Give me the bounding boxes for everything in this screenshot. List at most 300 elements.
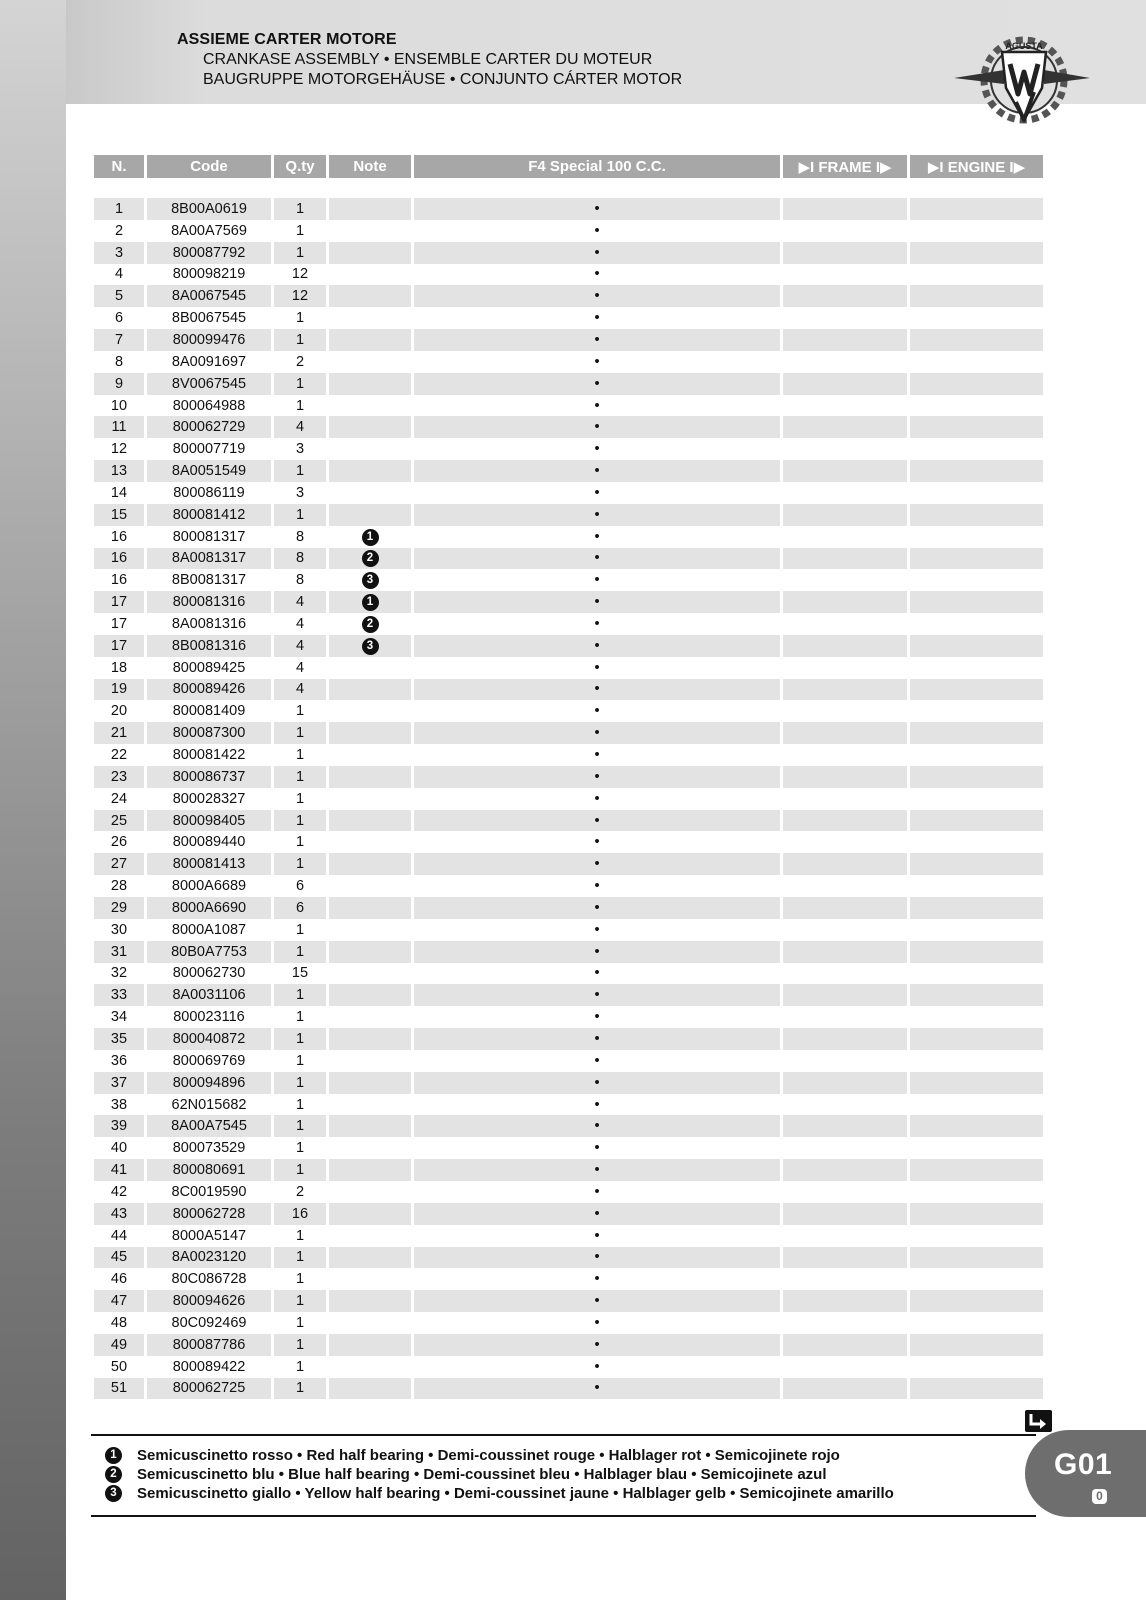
cell-n: 14	[94, 482, 144, 504]
table-row	[94, 1137, 1043, 1159]
table-row	[94, 941, 1043, 963]
cell-qty: 1	[274, 1050, 326, 1072]
cell-engine	[910, 1115, 1043, 1137]
cell-n: 20	[94, 700, 144, 722]
cell-qty: 1	[274, 1115, 326, 1137]
cell-model: •	[414, 919, 780, 941]
cell-engine	[910, 853, 1043, 875]
cell-engine	[910, 351, 1043, 373]
cell-code: 800062729	[147, 416, 271, 438]
table-row	[94, 1115, 1043, 1137]
cell-model: •	[414, 1225, 780, 1247]
cell-frame	[783, 438, 907, 460]
cell-engine	[910, 657, 1043, 679]
cell-frame	[783, 1203, 907, 1225]
cell-code: 800023116	[147, 1006, 271, 1028]
cell-qty: 15	[274, 963, 326, 985]
cell-frame	[783, 919, 907, 941]
cell-n: 42	[94, 1181, 144, 1203]
cell-model: •	[414, 853, 780, 875]
cell-model: •	[414, 788, 780, 810]
col-header-note: Note	[329, 155, 411, 178]
cell-frame	[783, 329, 907, 351]
cell-frame	[783, 1225, 907, 1247]
cell-model: •	[414, 613, 780, 635]
cell-frame	[783, 242, 907, 264]
cell-model: •	[414, 264, 780, 286]
table-row	[94, 526, 1043, 548]
cell-engine	[910, 897, 1043, 919]
cell-model: •	[414, 526, 780, 548]
cell-engine	[910, 722, 1043, 744]
note-badge: 2	[362, 550, 379, 567]
cell-model: •	[414, 285, 780, 307]
cell-code: 62N015682	[147, 1094, 271, 1116]
cell-note	[329, 569, 411, 591]
cell-frame	[783, 285, 907, 307]
cell-engine	[910, 569, 1043, 591]
cell-note	[329, 1247, 411, 1269]
cell-note	[329, 285, 411, 307]
logo-text: AGUSTA	[1005, 41, 1043, 51]
cell-note	[329, 482, 411, 504]
cell-n: 12	[94, 438, 144, 460]
cell-engine	[910, 373, 1043, 395]
cell-code: 8B0081316	[147, 635, 271, 657]
table-row	[94, 744, 1043, 766]
cell-qty: 1	[274, 395, 326, 417]
cell-n: 43	[94, 1203, 144, 1225]
cell-model: •	[414, 1247, 780, 1269]
cell-note	[329, 1006, 411, 1028]
cell-model: •	[414, 875, 780, 897]
cell-frame	[783, 1072, 907, 1094]
cell-code: 800081413	[147, 853, 271, 875]
cell-engine	[910, 1378, 1043, 1400]
cell-note	[329, 722, 411, 744]
table-row	[94, 264, 1043, 286]
cell-qty: 1	[274, 1094, 326, 1116]
left-band	[0, 0, 66, 1600]
cell-model: •	[414, 1028, 780, 1050]
cell-n: 24	[94, 788, 144, 810]
cell-engine	[910, 744, 1043, 766]
cell-n: 8	[94, 351, 144, 373]
cell-note	[329, 416, 411, 438]
table-row	[94, 1203, 1043, 1225]
cell-code: 800089422	[147, 1356, 271, 1378]
cell-frame	[783, 1181, 907, 1203]
cell-n: 18	[94, 657, 144, 679]
note-badge: 3	[362, 572, 379, 589]
table-row	[94, 351, 1043, 373]
continue-arrow-icon[interactable]	[1025, 1410, 1052, 1432]
cell-model: •	[414, 897, 780, 919]
cell-engine	[910, 329, 1043, 351]
cell-frame	[783, 635, 907, 657]
cell-frame	[783, 1268, 907, 1290]
cell-note	[329, 963, 411, 985]
cell-engine	[910, 460, 1043, 482]
cell-n: 34	[94, 1006, 144, 1028]
cell-engine	[910, 198, 1043, 220]
cell-code: 800089426	[147, 679, 271, 701]
cell-engine	[910, 700, 1043, 722]
cell-model: •	[414, 460, 780, 482]
cell-note	[329, 198, 411, 220]
cell-n: 2	[94, 220, 144, 242]
cell-n: 27	[94, 853, 144, 875]
cell-model: •	[414, 395, 780, 417]
cell-model: •	[414, 679, 780, 701]
cell-qty: 1	[274, 766, 326, 788]
cell-frame	[783, 198, 907, 220]
footnote-text: Semicuscinetto giallo • Yellow half bearing • Demi-coussinet jaune • Halblager gelb • Semicojinete amarillo	[137, 1485, 894, 1502]
cell-n: 3	[94, 242, 144, 264]
cell-frame	[783, 1028, 907, 1050]
cell-model: •	[414, 831, 780, 853]
table-row	[94, 700, 1043, 722]
table-row	[94, 1247, 1043, 1269]
cell-note	[329, 460, 411, 482]
cell-engine	[910, 591, 1043, 613]
cell-model: •	[414, 198, 780, 220]
mv-agusta-logo	[952, 28, 1092, 132]
wing-icon	[954, 70, 1004, 84]
cell-n: 39	[94, 1115, 144, 1137]
cell-frame	[783, 1290, 907, 1312]
cell-note	[329, 1094, 411, 1116]
cell-n: 33	[94, 984, 144, 1006]
cell-note	[329, 351, 411, 373]
cell-model: •	[414, 373, 780, 395]
cell-qty: 1	[274, 788, 326, 810]
table-row	[94, 722, 1043, 744]
header-gap	[94, 178, 1043, 198]
cell-n: 25	[94, 810, 144, 832]
table-row	[94, 1356, 1043, 1378]
cell-note	[329, 591, 411, 613]
table-row	[94, 635, 1043, 657]
col-header-engine: ▶I ENGINE I▶	[910, 155, 1043, 178]
cell-code: 8A00A7569	[147, 220, 271, 242]
cell-note	[329, 657, 411, 679]
cell-code: 8A0067545	[147, 285, 271, 307]
cell-qty: 1	[274, 329, 326, 351]
cell-model: •	[414, 416, 780, 438]
cell-frame	[783, 482, 907, 504]
cell-note	[329, 1334, 411, 1356]
cell-note	[329, 788, 411, 810]
cell-engine	[910, 504, 1043, 526]
cell-code: 8A0031106	[147, 984, 271, 1006]
cell-engine	[910, 679, 1043, 701]
table-row	[94, 984, 1043, 1006]
cell-qty: 1	[274, 242, 326, 264]
cell-frame	[783, 264, 907, 286]
cell-code: 800098219	[147, 264, 271, 286]
cell-qty: 6	[274, 875, 326, 897]
cell-model: •	[414, 1290, 780, 1312]
cell-engine	[910, 984, 1043, 1006]
cell-code: 8000A6689	[147, 875, 271, 897]
cell-note	[329, 897, 411, 919]
cell-qty: 1	[274, 984, 326, 1006]
cell-code: 8V0067545	[147, 373, 271, 395]
cell-n: 47	[94, 1290, 144, 1312]
table-row	[94, 460, 1043, 482]
cell-qty: 3	[274, 438, 326, 460]
cell-engine	[910, 635, 1043, 657]
cell-qty: 4	[274, 635, 326, 657]
cell-n: 31	[94, 941, 144, 963]
cell-note	[329, 526, 411, 548]
page-title: ASSIEME CARTER MOTORE	[177, 31, 397, 48]
cell-model: •	[414, 1115, 780, 1137]
cell-code: 800028327	[147, 788, 271, 810]
cell-code: 8C0019590	[147, 1181, 271, 1203]
cell-engine	[910, 810, 1043, 832]
cell-frame	[783, 526, 907, 548]
divider-bottom	[91, 1515, 1036, 1517]
cell-code: 80C092469	[147, 1312, 271, 1334]
cell-code: 8000A1087	[147, 919, 271, 941]
cell-note	[329, 613, 411, 635]
cell-note	[329, 1072, 411, 1094]
note-badge: 1	[362, 594, 379, 611]
cell-code: 800069769	[147, 1050, 271, 1072]
cell-model: •	[414, 744, 780, 766]
cell-n: 11	[94, 416, 144, 438]
table-row	[94, 569, 1043, 591]
cell-engine	[910, 1094, 1043, 1116]
cell-note	[329, 1312, 411, 1334]
cell-qty: 2	[274, 1181, 326, 1203]
cell-frame	[783, 941, 907, 963]
cell-frame	[783, 963, 907, 985]
cell-code: 8000A6690	[147, 897, 271, 919]
cell-frame	[783, 504, 907, 526]
cell-note	[329, 941, 411, 963]
cell-code: 800007719	[147, 438, 271, 460]
cell-code: 800062730	[147, 963, 271, 985]
cell-code: 800062728	[147, 1203, 271, 1225]
cell-n: 1	[94, 198, 144, 220]
arrow-turn-icon	[1025, 1410, 1052, 1432]
table-row	[94, 613, 1043, 635]
cell-note	[329, 635, 411, 657]
cell-qty: 1	[274, 373, 326, 395]
cell-frame	[783, 744, 907, 766]
table-row	[94, 591, 1043, 613]
cell-n: 16	[94, 526, 144, 548]
cell-code: 800081412	[147, 504, 271, 526]
cell-code: 800087786	[147, 1334, 271, 1356]
cell-qty: 4	[274, 591, 326, 613]
cell-n: 44	[94, 1225, 144, 1247]
cell-frame	[783, 1050, 907, 1072]
table-row	[94, 788, 1043, 810]
cell-model: •	[414, 242, 780, 264]
cell-code: 800086737	[147, 766, 271, 788]
cell-frame	[783, 788, 907, 810]
cell-engine	[910, 1137, 1043, 1159]
cell-frame	[783, 307, 907, 329]
table-row	[94, 875, 1043, 897]
cell-model: •	[414, 591, 780, 613]
cell-frame	[783, 810, 907, 832]
cell-n: 16	[94, 569, 144, 591]
cell-frame	[783, 657, 907, 679]
cell-model: •	[414, 1050, 780, 1072]
cell-engine	[910, 1203, 1043, 1225]
cell-model: •	[414, 482, 780, 504]
cell-engine	[910, 1181, 1043, 1203]
cell-model: •	[414, 504, 780, 526]
cell-engine	[910, 264, 1043, 286]
cell-note	[329, 1290, 411, 1312]
cell-n: 23	[94, 766, 144, 788]
cell-qty: 4	[274, 613, 326, 635]
cell-code: 800062725	[147, 1378, 271, 1400]
cell-qty: 1	[274, 1268, 326, 1290]
cell-n: 30	[94, 919, 144, 941]
footnote-text: Semicuscinetto rosso • Red half bearing • Demi-coussinet rouge • Halblager rot • Semicojinete rojo	[137, 1447, 840, 1464]
cell-qty: 1	[274, 1159, 326, 1181]
cell-engine	[910, 1028, 1043, 1050]
table-row	[94, 897, 1043, 919]
cell-note	[329, 1115, 411, 1137]
table-row	[94, 1378, 1043, 1400]
cell-model: •	[414, 635, 780, 657]
table-row	[94, 1006, 1043, 1028]
cell-code: 800081409	[147, 700, 271, 722]
footnote-badge: 1	[105, 1447, 122, 1464]
cell-engine	[910, 482, 1043, 504]
table-row	[94, 1290, 1043, 1312]
cell-frame	[783, 351, 907, 373]
cell-frame	[783, 984, 907, 1006]
cell-engine	[910, 395, 1043, 417]
cell-frame	[783, 416, 907, 438]
cell-n: 15	[94, 504, 144, 526]
cell-n: 5	[94, 285, 144, 307]
cell-n: 49	[94, 1334, 144, 1356]
table-row	[94, 373, 1043, 395]
cell-frame	[783, 1356, 907, 1378]
cell-code: 8000A5147	[147, 1225, 271, 1247]
cell-model: •	[414, 810, 780, 832]
cell-note	[329, 395, 411, 417]
cell-note	[329, 548, 411, 570]
cell-engine	[910, 220, 1043, 242]
cell-qty: 1	[274, 744, 326, 766]
cell-note	[329, 1378, 411, 1400]
cell-model: •	[414, 438, 780, 460]
cell-engine	[910, 875, 1043, 897]
cell-n: 17	[94, 635, 144, 657]
cell-note	[329, 875, 411, 897]
cell-frame	[783, 548, 907, 570]
cell-qty: 8	[274, 548, 326, 570]
cell-frame	[783, 569, 907, 591]
cell-frame	[783, 700, 907, 722]
cell-model: •	[414, 657, 780, 679]
col-header-code: Code	[147, 155, 271, 178]
cell-engine	[910, 766, 1043, 788]
table-row	[94, 766, 1043, 788]
cell-code: 800040872	[147, 1028, 271, 1050]
cell-frame	[783, 1094, 907, 1116]
cell-qty: 12	[274, 264, 326, 286]
cell-code: 80B0A7753	[147, 941, 271, 963]
cell-model: •	[414, 220, 780, 242]
footnotes	[105, 1446, 894, 1503]
cell-engine	[910, 919, 1043, 941]
cell-engine	[910, 1159, 1043, 1181]
cell-note	[329, 264, 411, 286]
cell-code: 800086119	[147, 482, 271, 504]
footnote-badge: 2	[105, 1466, 122, 1483]
cell-code: 8A0081316	[147, 613, 271, 635]
cell-qty: 2	[274, 351, 326, 373]
cell-code: 8A0081317	[147, 548, 271, 570]
cell-qty: 1	[274, 1028, 326, 1050]
cell-frame	[783, 220, 907, 242]
cell-qty: 1	[274, 1225, 326, 1247]
table-row	[94, 482, 1043, 504]
cell-qty: 1	[274, 1312, 326, 1334]
table-row	[94, 1028, 1043, 1050]
page-subtitle-2: BAUGRUPPE MOTORGEHÄUSE • CONJUNTO CÁRTER MOTOR	[203, 71, 683, 88]
cell-engine	[910, 1312, 1043, 1334]
cell-n: 46	[94, 1268, 144, 1290]
cell-model: •	[414, 1268, 780, 1290]
cell-code: 800089425	[147, 657, 271, 679]
cell-engine	[910, 548, 1043, 570]
col-header-qty: Q.ty	[274, 155, 326, 178]
cell-engine	[910, 941, 1043, 963]
cell-note	[329, 504, 411, 526]
cell-frame	[783, 1334, 907, 1356]
table-row	[94, 438, 1043, 460]
cell-n: 16	[94, 548, 144, 570]
table-row	[94, 198, 1043, 220]
footnote-line	[105, 1446, 894, 1465]
cell-model: •	[414, 351, 780, 373]
cell-qty: 1	[274, 810, 326, 832]
cell-engine	[910, 1006, 1043, 1028]
cell-qty: 16	[274, 1203, 326, 1225]
table-row	[94, 1225, 1043, 1247]
cell-frame	[783, 1137, 907, 1159]
cell-note	[329, 1225, 411, 1247]
cell-model: •	[414, 1006, 780, 1028]
cell-model: •	[414, 984, 780, 1006]
note-badge: 2	[362, 616, 379, 633]
cell-model: •	[414, 569, 780, 591]
page-code: G01	[1054, 1448, 1113, 1481]
cell-code: 800087792	[147, 242, 271, 264]
cell-qty: 1	[274, 831, 326, 853]
divider-top	[91, 1434, 1036, 1436]
cell-engine	[910, 285, 1043, 307]
cell-qty: 1	[274, 853, 326, 875]
cell-n: 35	[94, 1028, 144, 1050]
cell-model: •	[414, 1356, 780, 1378]
cell-n: 37	[94, 1072, 144, 1094]
table-row	[94, 1268, 1043, 1290]
